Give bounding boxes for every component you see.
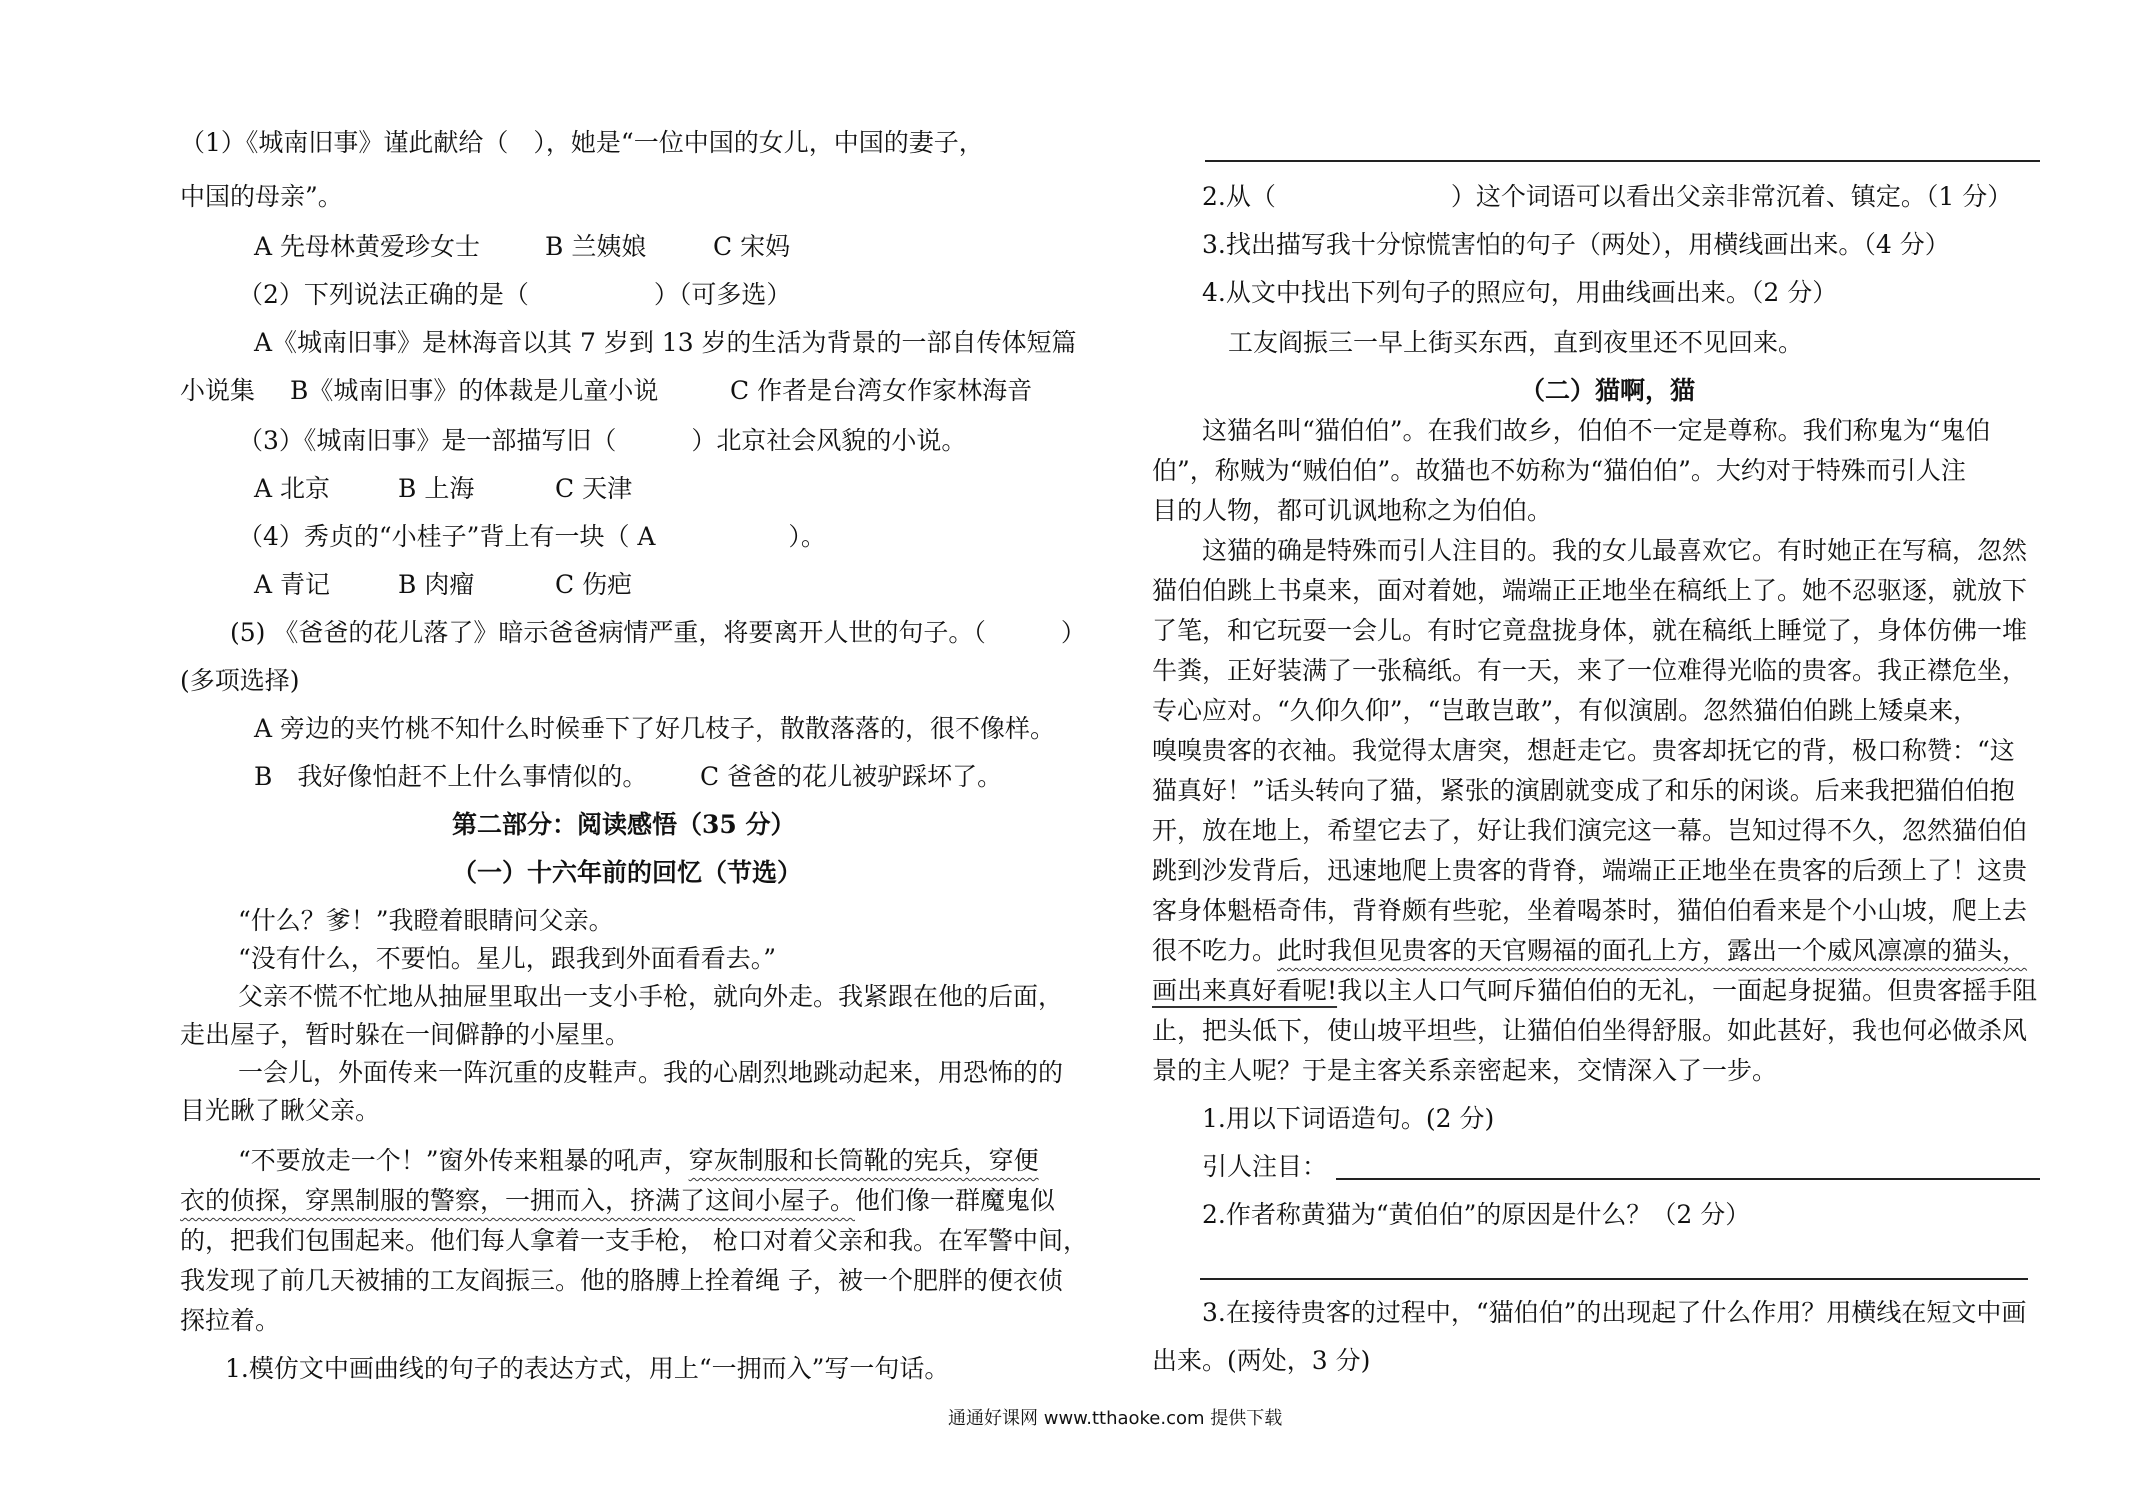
part-2-heading: 第二部分：阅读感悟（35 分）	[452, 810, 796, 839]
question-1-option-a: A 先母林黄爱珍女士	[254, 232, 481, 261]
question-5-cont: (多项选择)	[180, 666, 300, 695]
passage-2-line-8: 专心应对。“久仰久仰”，“岂敢岂敢”，有似演剧。忽然猫伯伯跳上矮桌来，	[1152, 696, 1979, 725]
passage-2-question-3: 3.在接待贵客的过程中，“猫伯伯”的出现起了什么作用？用横线在短文中画	[1202, 1298, 2027, 1327]
passage-1-question-1: 1.模仿文中画曲线的句子的表达方式，用上“一拥而入”写一句话。	[225, 1354, 950, 1383]
passage-2-line-1: 这猫名叫“猫伯伯”。在我们故乡，伯伯不一定是尊称。我们称鬼为“鬼伯	[1202, 416, 1991, 445]
question-5-option-a: A 旁边的夹竹桃不知什么时候垂下了好几枝子，散散落落的，很不像样。	[254, 714, 1056, 743]
passage-1-para-5-line-2	[180, 1184, 1055, 1218]
passage-1-question-3: 3.找出描写我十分惊慌害怕的句子（两处），用横线画出来。（4 分）	[1202, 230, 1950, 259]
passage-2-question-1-word: 引人注目：	[1202, 1152, 1328, 1181]
section-2-heading: （二）猫啊，猫	[1520, 376, 1696, 405]
question-3: （3）《城南旧事》是一部描写旧（ ）北京社会风貌的小说。	[238, 426, 967, 455]
wavy-underlined-sentence-2: 此时我但见贵客的天官赐福的面孔上方，露出一个威风凛凛的猫头，	[1277, 936, 2028, 965]
passage-1-para-3-cont: 走出屋子，暂时躲在一间僻静的小屋里。	[180, 1020, 631, 1049]
passage-1-para-4-cont: 目光瞅了瞅父亲。	[180, 1096, 381, 1125]
passage-1-para-5-line-4: 我发现了前几天被捕的工友阎振三。他的胳膊上拴着绳 子，被一个肥胖的便衣侦	[180, 1266, 1063, 1295]
passage-1-para-5-line-2-text: 他们像一群魔鬼似	[855, 1186, 1056, 1215]
passage-2-line-5: 猫伯伯跳上书桌来，面对着她，端端正正地坐在稿纸上了。她不忍驱逐，就放下	[1152, 576, 2028, 605]
question-5-option-c: C 爸爸的花儿被驴踩坏了。	[700, 762, 1003, 791]
question-2-option-a-cont: 小说集	[180, 376, 256, 405]
passage-2-line-13: 客身体魁梧奇伟，背脊颇有些驼，坐着喝茶时，猫伯伯看来是个小山坡，爬上去	[1152, 896, 2028, 925]
passage-2-line-9: 嗅嗅贵客的衣袖。我觉得太唐突，想赶走它。贵客却抚它的背，极口称赞：“这	[1152, 736, 2015, 765]
passage-2-question-3-cont: 出来。(两处，3 分)	[1152, 1346, 1371, 1375]
passage-1-question-4-sentence: 工友阎振三一早上街买东西，直到夜里还不见回来。	[1228, 328, 1804, 357]
section-1-heading: （一）十六年前的回忆（节选）	[452, 858, 803, 887]
answer-line	[1205, 160, 2040, 162]
passage-1-para-1: “什么？爹！”我瞪着眼睛问父亲。	[238, 906, 614, 935]
question-1-option-b: B 兰姨娘	[545, 232, 647, 261]
passage-2-line-2: 伯”，称贼为“贼伯伯”。故猫也不妨称为“猫伯伯”。大约对于特殊而引人注	[1152, 456, 1966, 485]
passage-2-line-10: 猫真好！”话头转向了猫，紧张的演剧就变成了和乐的闲谈。后来我把猫伯伯抱	[1152, 776, 2015, 805]
passage-1-para-5-text: “不要放走一个！”窗外传来粗暴的吼声，	[238, 1146, 689, 1175]
passage-2-line-15-text: 我以主人口气呵斥猫伯伯的无礼，一面起身捉猫。但贵客摇手阻	[1337, 976, 2038, 1005]
passage-2-line-4: 这猫的确是特殊而引人注目的。我的女儿最喜欢它。有时她正在写稿，忽然	[1202, 536, 2028, 565]
passage-1-para-5-line-5: 探拉着。	[180, 1306, 281, 1335]
question-4-option-a: A 青记	[254, 570, 331, 599]
passage-1-para-5	[238, 1144, 1039, 1178]
passage-2-question-2: 2.作者称黄猫为“黄伯伯”的原因是什么？（2 分）	[1202, 1200, 1751, 1229]
question-1: （1）《城南旧事》谨此献给（ ），她是“一位中国的女儿，中国的妻子，	[180, 128, 984, 157]
underlined-sentence-2-cont: 画出来真好看呢!	[1152, 976, 1338, 1005]
wavy-underlined-sentence-cont: 衣的侦探，穿黑制服的警察，一拥而入，挤满了这间小屋子。	[180, 1186, 856, 1215]
question-3-option-b: B 上海	[398, 474, 475, 503]
passage-1-para-3: 父亲不慌不忙地从抽屉里取出一支小手枪，就向外走。我紧跟在他的后面，	[238, 982, 1064, 1011]
passage-2-line-15	[1152, 974, 2037, 1008]
question-1-cont: 中国的母亲”。	[180, 182, 343, 211]
passage-1-para-5-line-3: 的，把我们包围起来。他们每人拿着一支手枪， 枪口对着父亲和我。在军警中间，	[180, 1226, 1088, 1255]
question-2-option-c: C 作者是台湾女作家林海音	[730, 376, 1033, 405]
question-1-option-c: C 宋妈	[713, 232, 791, 261]
question-3-option-c: C 天津	[555, 474, 633, 503]
passage-2-question-1: 1.用以下词语造句。(2 分)	[1202, 1104, 1495, 1133]
passage-2-line-3: 目的人物，都可讥讽地称之为伯伯。	[1152, 496, 1553, 525]
question-2-option-b: B《城南旧事》的体裁是儿童小说	[290, 376, 659, 405]
passage-1-question-4: 4.从文中找出下列句子的照应句，用曲线画出来。（2 分）	[1202, 278, 1838, 307]
question-2-option-a: A《城南旧事》是林海音以其 7 岁到 13 岁的生活为背景的一部自传体短篇	[254, 328, 1077, 357]
passage-2-line-14	[1152, 934, 2027, 968]
answer-line-3	[1200, 1278, 2028, 1280]
question-2: （2）下列说法正确的是（ ）（可多选）	[238, 280, 792, 309]
passage-1-para-4: 一会儿，外面传来一阵沉重的皮鞋声。我的心剧烈地跳动起来，用恐怖的的	[238, 1058, 1064, 1087]
passage-1-para-2: “没有什么，不要怕。星儿，跟我到外面看看去。”	[238, 944, 777, 973]
question-4-option-b: B 肉瘤	[398, 570, 475, 599]
question-3-option-a: A 北京	[254, 474, 331, 503]
passage-2-line-14-text: 很不吃力。	[1152, 936, 1278, 965]
passage-2-line-7: 牛粪，正好装满了一张稿纸。有一天，来了一位难得光临的贵客。我正襟危坐，	[1152, 656, 2028, 685]
passage-2-line-12: 跳到沙发背后，迅速地爬上贵客的背脊，端端正正地坐在贵客的后颈上了！这贵	[1152, 856, 2028, 885]
question-5-option-b: B 我好像怕赶不上什么事情似的。	[254, 762, 648, 791]
wavy-underlined-sentence: 穿灰制服和长筒靴的宪兵，穿便	[688, 1146, 1039, 1175]
answer-line-2	[1336, 1178, 2040, 1180]
question-5: (5) 《爸爸的花儿落了》暗示爸爸病情严重，将要离开人世的句子。（ ）	[230, 618, 1086, 647]
passage-1-question-2: 2.从（ ）这个词语可以看出父亲非常沉着、镇定。（1 分）	[1202, 182, 2013, 211]
page-footer: 通通好课网 www.tthaoke.com 提供下载	[948, 1408, 1283, 1429]
passage-2-line-17: 景的主人呢？于是主客关系亲密起来，交情深入了一步。	[1152, 1056, 1778, 1085]
passage-2-line-6: 了笔，和它玩耍一会儿。有时它竟盘拢身体，就在稿纸上睡觉了，身体仿佛一堆	[1152, 616, 2028, 645]
passage-2-line-11: 开，放在地上，希望它去了，好让我们演完这一幕。岂知过得不久，忽然猫伯伯	[1152, 816, 2028, 845]
question-4-option-c: C 伤疤	[555, 570, 633, 599]
passage-2-line-16: 止，把头低下，使山坡平坦些，让猫伯伯坐得舒服。如此甚好，我也何必做杀风	[1152, 1016, 2028, 1045]
question-4: （4）秀贞的“小桂子”背上有一块（ A ）。	[238, 522, 826, 551]
